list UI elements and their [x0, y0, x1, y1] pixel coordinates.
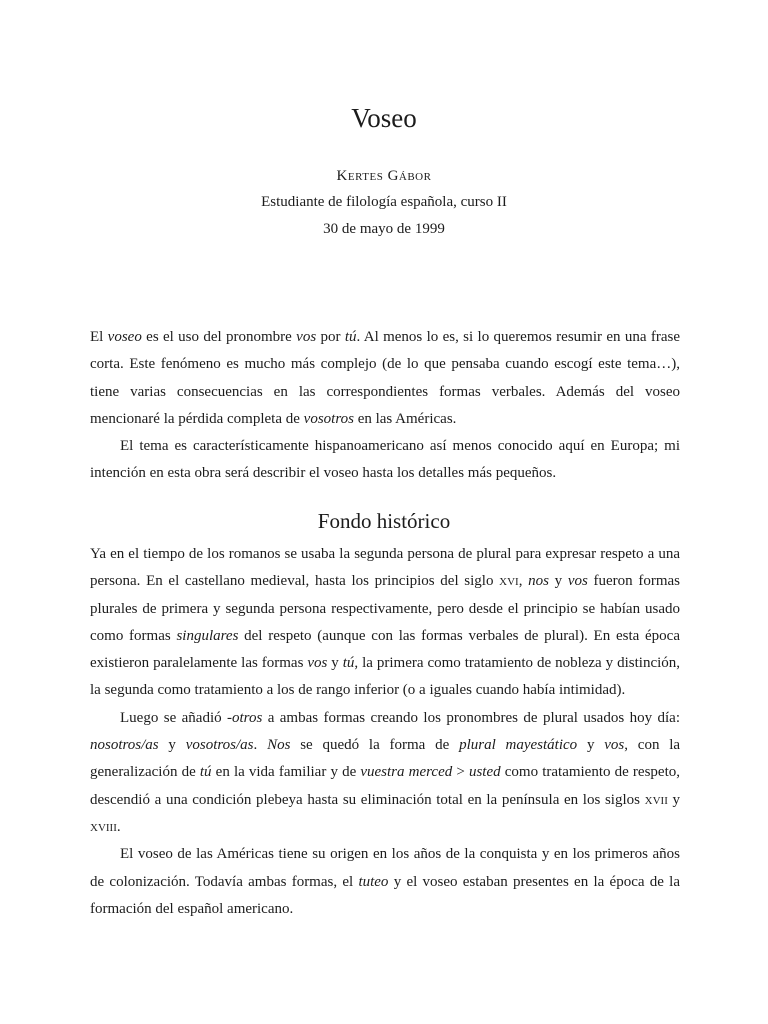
paragraph: El voseo es el uso del pronombre vos por tú. Al menos lo es, si lo queremos resumir en una frase corta. Este fenómeno es mucho más complejo (de lo que pensaba cuando escogí este tema…), tiene varias consecuencias en las correspondientes formas verbales. Además del voseo mencionaré la pérdida completa de vosotros en las Américas.	[90, 329, 680, 427]
paragraph: Ya en el tiempo de los romanos se usaba la segunda persona de plural para expresar respeto a una persona. En el castellano medieval, hasta los principios del siglo xvi, nos y vos fueron formas plurales de primera y segunda persona respectivamente, pero desde el principio se habían usado como formas singulares del respeto (aunque con las formas verbales de plural). En esta época existieron paralelamente las formas vos y tú, la primera como tratamiento de nobleza y distinción, la segunda como tratamiento a los de rango inferior (o a iguales cuando había intimidad).	[90, 546, 681, 699]
italic-term: vos	[296, 329, 317, 345]
century-numeral: xvi	[499, 573, 519, 590]
italic-term: tú	[342, 655, 355, 672]
italic-term: vos	[604, 737, 625, 754]
italic-term: nosotros/as	[90, 737, 159, 754]
italic-term: -otros	[227, 709, 263, 726]
author-name: Kertes Gábor	[336, 168, 432, 184]
italic-term: vuestra merced	[360, 764, 453, 781]
italic-term: tú	[344, 329, 357, 345]
italic-term: vos	[567, 573, 588, 590]
italic-term: vosotros	[303, 410, 354, 427]
history-section	[90, 541, 680, 923]
document-title: Voseo	[351, 103, 417, 133]
author-affiliation: Estudiante de filología española, curso II	[261, 194, 507, 210]
italic-term: usted	[468, 764, 501, 781]
document-date: 30 de mayo de 1999	[323, 221, 445, 237]
italic-term: nos	[528, 573, 549, 590]
italic-term: Nos	[267, 737, 291, 754]
paragraph: El tema es característicamente hispanoamericano así menos conocido aquí en Europa; mi intención en esta obra será describir el voseo hasta los detalles más pequeños.	[90, 438, 680, 482]
italic-term: vosotros/as	[185, 737, 254, 754]
italic-term: tuteo	[358, 873, 389, 890]
century-numeral: xvii	[644, 791, 668, 808]
intro-section	[90, 324, 680, 488]
italic-term: plural mayestático	[459, 737, 578, 754]
paragraph: El voseo de las Américas tiene su origen en los años de la conquista y en los primeros años de colonización. Todavía ambas formas, el tuteo y el voseo estaban presentes en la época de la formación del español americano.	[90, 846, 680, 917]
italic-term: voseo	[107, 329, 142, 345]
paragraph: Luego se añadió -otros a ambas formas creando los pronombres de plural usados hoy día: nosotros/as y vosotros/as. Nos se quedó la forma de plural mayestático y vos, con la generalización de tú en la vida familiar y de vuestra merced > usted como tratamiento de respeto, descendió a una condición plebeya hasta su eliminación total en la península en los siglos xvii y xviii.	[90, 709, 681, 835]
italic-term: singulares	[176, 627, 239, 644]
italic-term: vos	[307, 655, 328, 672]
century-numeral: xviii	[90, 818, 117, 835]
italic-term: tú	[199, 764, 212, 781]
section-heading: Fondo histórico	[317, 509, 451, 533]
